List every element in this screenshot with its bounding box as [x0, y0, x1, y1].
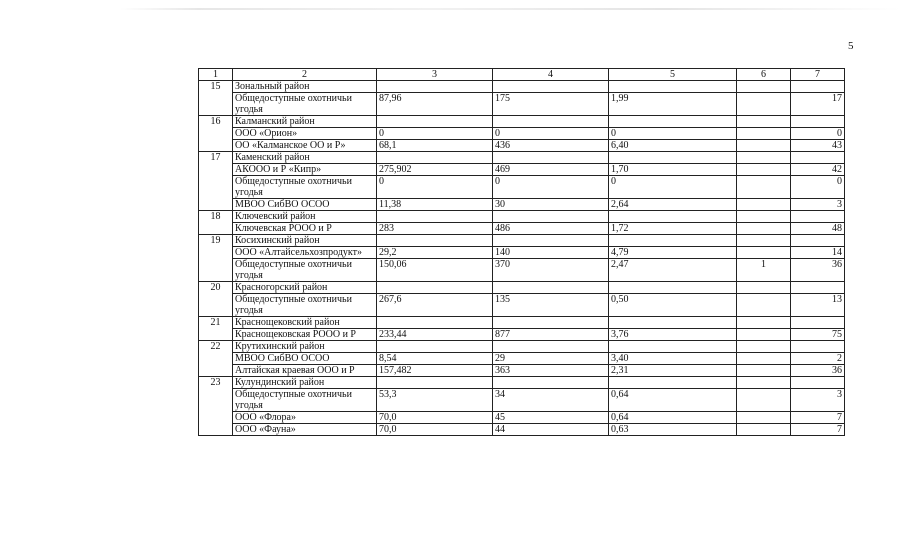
cell-c3: 267,6: [377, 294, 493, 317]
table-row: [199, 176, 845, 199]
row-number: 15: [199, 81, 233, 116]
cell-c4: 363: [493, 365, 609, 377]
cell-c7: 0: [791, 128, 845, 140]
header-cell: 2: [233, 69, 377, 81]
empty-cell: [737, 377, 791, 389]
cell-c3: 283: [377, 223, 493, 235]
cell-c6: [737, 353, 791, 365]
district-name: Красногорский район: [233, 282, 377, 294]
empty-cell: [609, 152, 737, 164]
cell-c3: 29,2: [377, 247, 493, 259]
district-row: [199, 341, 845, 353]
cell-c7: 42: [791, 164, 845, 176]
cell-c5: 4,79: [609, 247, 737, 259]
table-row: [199, 329, 845, 341]
table-row: [199, 412, 845, 424]
empty-cell: [493, 341, 609, 353]
cell-c3: 150,06: [377, 259, 493, 282]
cell-c5: 0: [609, 176, 737, 199]
district-row: [199, 282, 845, 294]
empty-cell: [609, 341, 737, 353]
empty-cell: [609, 235, 737, 247]
cell-c3: 11,38: [377, 199, 493, 211]
empty-cell: [791, 377, 845, 389]
table-row: [199, 140, 845, 152]
cell-c7: 2: [791, 353, 845, 365]
cell-c3: 70,0: [377, 412, 493, 424]
empty-cell: [737, 81, 791, 93]
district-name: Кулундинский район: [233, 377, 377, 389]
cell-c3: 53,3: [377, 389, 493, 412]
cell-c7: 14: [791, 247, 845, 259]
cell-c3: 70,0: [377, 424, 493, 436]
empty-cell: [737, 341, 791, 353]
empty-cell: [737, 116, 791, 128]
empty-cell: [737, 235, 791, 247]
empty-cell: [791, 235, 845, 247]
table-row: [199, 247, 845, 259]
cell-c6: [737, 176, 791, 199]
header-cell: 5: [609, 69, 737, 81]
header-row: [199, 69, 845, 81]
cell-c6: [737, 199, 791, 211]
cell-c7: 13: [791, 294, 845, 317]
empty-cell: [377, 282, 493, 294]
cell-c3: 0: [377, 176, 493, 199]
district-name: Каменский район: [233, 152, 377, 164]
table-row: [199, 164, 845, 176]
empty-cell: [377, 317, 493, 329]
scan-edge-artifact: [120, 8, 900, 10]
row-number: 19: [199, 235, 233, 282]
empty-cell: [791, 81, 845, 93]
district-name: Калманский район: [233, 116, 377, 128]
entity-name: МВОО СибВО ОСОО: [233, 353, 377, 365]
cell-c3: 0: [377, 128, 493, 140]
cell-c6: [737, 389, 791, 412]
table-row: [199, 353, 845, 365]
empty-cell: [493, 81, 609, 93]
entity-name: ООО «Флора»: [233, 412, 377, 424]
cell-c5: 2,47: [609, 259, 737, 282]
header-cell: 4: [493, 69, 609, 81]
empty-cell: [609, 282, 737, 294]
entity-name: Ключевская РООО и Р: [233, 223, 377, 235]
header-cell: 6: [737, 69, 791, 81]
table-row: [199, 223, 845, 235]
cell-c4: 877: [493, 329, 609, 341]
district-row: [199, 152, 845, 164]
cell-c5: 1,99: [609, 93, 737, 116]
empty-cell: [791, 116, 845, 128]
row-number: 21: [199, 317, 233, 341]
row-number: 20: [199, 282, 233, 317]
empty-cell: [493, 116, 609, 128]
empty-cell: [791, 282, 845, 294]
cell-c3: 233,44: [377, 329, 493, 341]
cell-c3: 68,1: [377, 140, 493, 152]
cell-c6: 1: [737, 259, 791, 282]
empty-cell: [377, 377, 493, 389]
cell-c5: 0,50: [609, 294, 737, 317]
cell-c4: 135: [493, 294, 609, 317]
cell-c7: 17: [791, 93, 845, 116]
cell-c5: 2,64: [609, 199, 737, 211]
cell-c7: 3: [791, 199, 845, 211]
cell-c7: 48: [791, 223, 845, 235]
empty-cell: [737, 211, 791, 223]
header-cell: 7: [791, 69, 845, 81]
empty-cell: [377, 235, 493, 247]
table-row: [199, 389, 845, 412]
district-row: [199, 211, 845, 223]
empty-cell: [377, 81, 493, 93]
cell-c4: 469: [493, 164, 609, 176]
empty-cell: [791, 317, 845, 329]
district-row: [199, 116, 845, 128]
cell-c4: 29: [493, 353, 609, 365]
district-name: Косихинский район: [233, 235, 377, 247]
cell-c4: 34: [493, 389, 609, 412]
cell-c4: 175: [493, 93, 609, 116]
entity-name: Алтайская краевая ООО и Р: [233, 365, 377, 377]
entity-name: Общедоступные охотничьи угодья: [233, 294, 377, 317]
empty-cell: [493, 152, 609, 164]
cell-c4: 436: [493, 140, 609, 152]
cell-c7: 36: [791, 365, 845, 377]
cell-c4: 0: [493, 128, 609, 140]
entity-name: ООО «Фауна»: [233, 424, 377, 436]
entity-name: АКООО и Р «Кипр»: [233, 164, 377, 176]
cell-c4: 370: [493, 259, 609, 282]
cell-c6: [737, 140, 791, 152]
cell-c7: 75: [791, 329, 845, 341]
empty-cell: [377, 116, 493, 128]
cell-c7: 43: [791, 140, 845, 152]
empty-cell: [377, 341, 493, 353]
row-number: 18: [199, 211, 233, 235]
empty-cell: [791, 211, 845, 223]
entity-name: ООО «Алтайсельхозпродукт»: [233, 247, 377, 259]
entity-name: Общедоступные охотничьи угодья: [233, 389, 377, 412]
cell-c3: 87,96: [377, 93, 493, 116]
entity-name: Общедоступные охотничьи угодья: [233, 93, 377, 116]
empty-cell: [493, 235, 609, 247]
district-row: [199, 317, 845, 329]
cell-c4: 486: [493, 223, 609, 235]
header-cell: 1: [199, 69, 233, 81]
cell-c3: 8,54: [377, 353, 493, 365]
empty-cell: [493, 282, 609, 294]
district-row: [199, 81, 845, 93]
table-row: [199, 424, 845, 436]
cell-c6: [737, 365, 791, 377]
table-row: [199, 199, 845, 211]
table-row: [199, 93, 845, 116]
district-name: Краснощековский район: [233, 317, 377, 329]
cell-c6: [737, 412, 791, 424]
page-number: 5: [848, 40, 854, 52]
cell-c4: 140: [493, 247, 609, 259]
cell-c5: 1,72: [609, 223, 737, 235]
cell-c5: 6,40: [609, 140, 737, 152]
empty-cell: [377, 152, 493, 164]
cell-c6: [737, 93, 791, 116]
district-name: Крутихинский район: [233, 341, 377, 353]
table-row: [199, 259, 845, 282]
cell-c5: 3,40: [609, 353, 737, 365]
cell-c7: 7: [791, 412, 845, 424]
entity-name: Общедоступные охотничьи угодья: [233, 259, 377, 282]
district-row: [199, 377, 845, 389]
cell-c6: [737, 223, 791, 235]
table-row: [199, 294, 845, 317]
cell-c5: 2,31: [609, 365, 737, 377]
cell-c7: 7: [791, 424, 845, 436]
cell-c6: [737, 294, 791, 317]
cell-c6: [737, 164, 791, 176]
empty-cell: [609, 116, 737, 128]
entity-name: Краснощековская РООО и Р: [233, 329, 377, 341]
entity-name: Общедоступные охотничьи угодья: [233, 176, 377, 199]
entity-name: ООО «Орион»: [233, 128, 377, 140]
row-number: 16: [199, 116, 233, 152]
cell-c4: 44: [493, 424, 609, 436]
row-number: 17: [199, 152, 233, 211]
cell-c7: 3: [791, 389, 845, 412]
empty-cell: [737, 282, 791, 294]
table-row: [199, 365, 845, 377]
cell-c5: 1,70: [609, 164, 737, 176]
cell-c4: 30: [493, 199, 609, 211]
district-name: Ключевский район: [233, 211, 377, 223]
header-cell: 3: [377, 69, 493, 81]
empty-cell: [737, 317, 791, 329]
row-number: 22: [199, 341, 233, 377]
cell-c5: 0: [609, 128, 737, 140]
cell-c6: [737, 128, 791, 140]
district-row: [199, 235, 845, 247]
empty-cell: [737, 152, 791, 164]
table-row: [199, 128, 845, 140]
empty-cell: [609, 377, 737, 389]
cell-c4: 0: [493, 176, 609, 199]
empty-cell: [377, 211, 493, 223]
row-number: 23: [199, 377, 233, 436]
empty-cell: [609, 317, 737, 329]
cell-c6: [737, 329, 791, 341]
empty-cell: [493, 211, 609, 223]
cell-c6: [737, 424, 791, 436]
cell-c6: [737, 247, 791, 259]
entity-name: МВОО СибВО ОСОО: [233, 199, 377, 211]
cell-c5: 0,63: [609, 424, 737, 436]
cell-c7: 0: [791, 176, 845, 199]
empty-cell: [791, 341, 845, 353]
cell-c5: 0,64: [609, 412, 737, 424]
cell-c5: 0,64: [609, 389, 737, 412]
empty-cell: [791, 152, 845, 164]
empty-cell: [609, 211, 737, 223]
cell-c3: 275,902: [377, 164, 493, 176]
cell-c3: 157,482: [377, 365, 493, 377]
cell-c4: 45: [493, 412, 609, 424]
hunting-grounds-table: [198, 68, 845, 436]
cell-c7: 36: [791, 259, 845, 282]
empty-cell: [493, 377, 609, 389]
entity-name: ОО «Калманское ОО и Р»: [233, 140, 377, 152]
empty-cell: [609, 81, 737, 93]
district-name: Зональный район: [233, 81, 377, 93]
empty-cell: [493, 317, 609, 329]
cell-c5: 3,76: [609, 329, 737, 341]
